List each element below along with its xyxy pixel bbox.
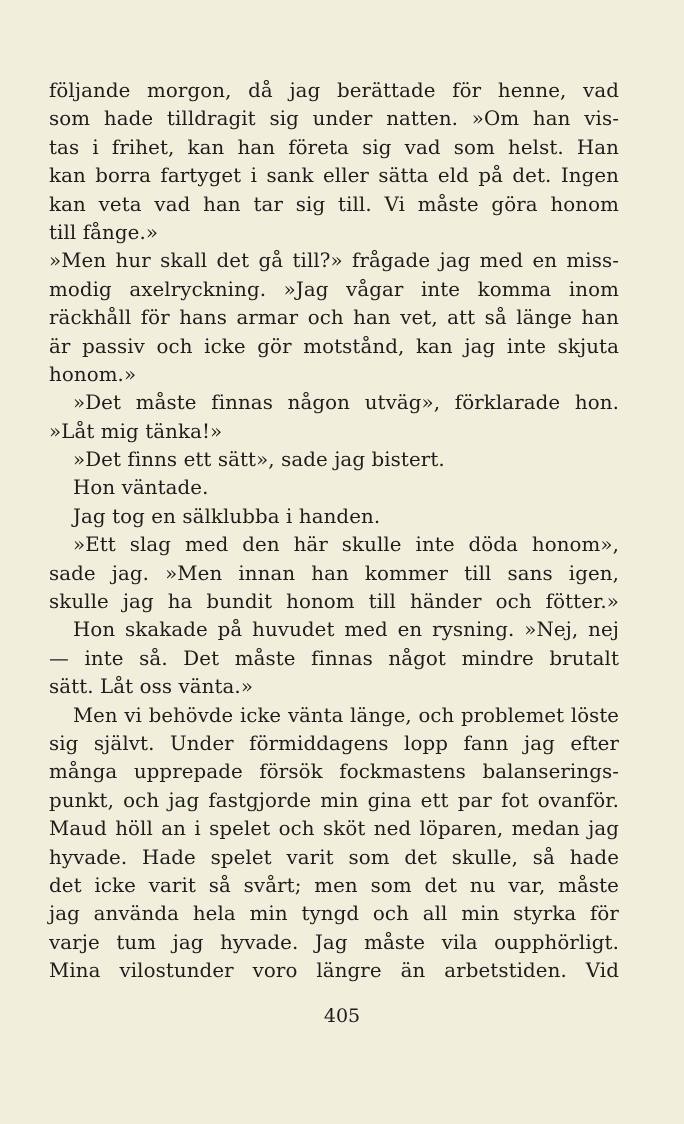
text-line: honom.» [49,362,137,386]
text-line: jag använda hela min tyngd och all min styrka för [49,902,619,926]
body-text [49,77,619,986]
text-line: — inte så. Det måste finnas något mindre brutalt [49,646,619,670]
text-line: skulle jag ha bundit honom till händer och fötter.» [49,590,619,614]
text-line: är passiv och icke gör motstånd, kan jag inte skjuta [49,334,619,358]
text-line: »Låt mig tänka!» [49,419,223,443]
text-line: Jag tog en sälklubba i handen. [73,504,381,528]
text-line: kan borra fartyget i sank eller sätta eld på det. Ingen [49,164,619,188]
text-line: räckhåll för hans armar och han vet, att så länge han [49,306,619,330]
text-line: hyvade. Hade spelet varit som det skulle, så hade [49,845,619,869]
text-line: Men vi behövde icke vänta länge, och problemet löste [73,703,619,727]
text-line: »Men hur skall det gå till?» frågade jag med en miss- [49,249,619,273]
text-line: »Ett slag med den här skulle inte döda honom», [73,533,619,557]
text-line: Hon skakade på huvudet med en rysning. »Nej, nej [73,618,619,642]
text-line: som hade tilldragit sig under natten. »Om han vis- [49,107,619,131]
text-line: Hon väntade. [73,476,209,500]
text-line: många upprepade försök fockmastens balanserings- [49,760,619,784]
text-line: punkt, och jag fastgjorde min gina ett par fot ovanför. [49,788,619,812]
text-line: modig axelryckning. »Jag vågar inte komma inom [49,277,619,301]
text-line: det icke varit så svårt; men som det nu var, måste [49,873,619,897]
text-line: till fånge.» [49,220,159,244]
text-line: sätt. Låt oss vänta.» [49,675,254,699]
page-number: 405 [323,1005,361,1027]
text-line: »Det måste finnas någon utväg», förklarade hon. [73,391,619,415]
text-line: varje tum jag hyvade. Jag måste vila oupphörligt. [49,930,619,954]
text-line: kan veta vad han tar sig till. Vi måste göra honom [49,192,619,216]
text-line: följande morgon, då jag berättade för henne, vad [49,79,619,102]
text-line: sig självt. Under förmiddagens lopp fann jag efter [49,731,619,755]
text-line: tas i frihet, kan han företa sig vad som helst. Han [49,135,619,159]
text-line: Maud höll an i spelet och sköt ned löparen, medan jag [49,817,619,841]
text-line: Mina vilostunder voro längre än arbetstiden. Vid [49,959,619,983]
text-line: »Det finns ett sätt», sade jag bistert. [73,448,445,472]
text-line: sade jag. »Men innan han kommer till sans igen, [49,561,619,585]
